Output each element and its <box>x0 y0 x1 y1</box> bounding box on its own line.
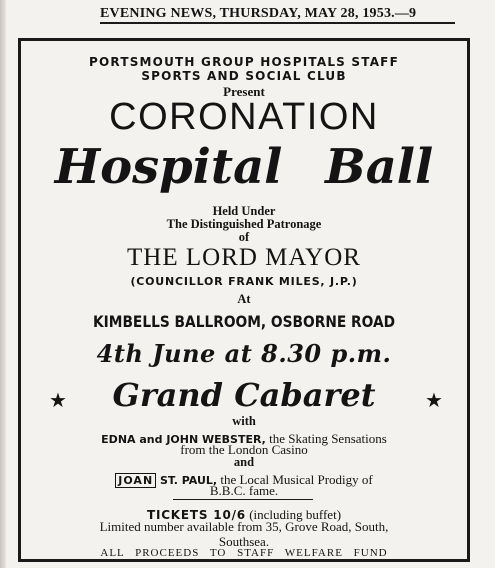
event-date: 4th June at 8.30 p.m. <box>96 339 392 368</box>
tickets-note: (including buffet) <box>245 507 342 522</box>
act2-line2: B.B.C. fame. <box>209 483 279 498</box>
grand-cabaret-heading: Grand Cabaret <box>112 376 376 414</box>
newspaper-masthead: EVENING NEWS, THURSDAY, MAY 28, 1953.—9 <box>100 6 417 21</box>
availability-line2: Southsea. <box>218 534 270 549</box>
with-text: with <box>232 414 256 428</box>
lord-mayor-heading: THE LORD MAYOR <box>127 244 361 271</box>
page-edge <box>0 0 6 568</box>
act2-description: the Local Musical Prodigy of <box>217 472 373 487</box>
of-text: of <box>238 230 250 244</box>
act1-description: the Skating Sensations <box>265 431 387 446</box>
coronation-heading: CORONATION <box>109 96 379 138</box>
patronage-text: The Distinguished Patronage <box>166 217 322 231</box>
hospital-ball-title: Hospital Ball <box>54 139 434 195</box>
and-text: and <box>233 455 255 469</box>
councillor-line: (COUNCILLOR FRANK MILES, J.P.) <box>130 275 358 288</box>
availability-line1: Limited number available from 35, Grove Road, South, <box>99 519 389 534</box>
star-left-icon: ★ <box>49 388 67 412</box>
present-text: Present <box>223 84 265 99</box>
club-name-line2: SPORTS AND SOCIAL CLUB <box>141 69 347 83</box>
masthead-rule <box>100 22 455 24</box>
section-divider <box>173 499 313 500</box>
at-text: At <box>237 292 251 306</box>
act1-line2: from the London Casino <box>180 442 308 457</box>
club-name-line1: PORTSMOUTH GROUP HOSPITALS STAFF <box>89 55 399 69</box>
held-under-text: Held Under <box>212 204 276 218</box>
act1-names: EDNA and JOHN WEBSTER, <box>101 433 266 446</box>
act2-first-name: JOAN <box>115 473 156 488</box>
venue-line: KIMBELLS BALLROOM, OSBORNE ROAD <box>92 312 396 331</box>
advertisement-box <box>18 38 470 562</box>
proceeds-line: ALL PROCEEDS TO STAFF WELFARE FUND <box>100 547 388 559</box>
star-right-icon: ★ <box>425 388 443 412</box>
act2-surname: ST. PAUL, <box>156 474 218 487</box>
tickets-price: TICKETS 10/6 <box>146 508 246 522</box>
